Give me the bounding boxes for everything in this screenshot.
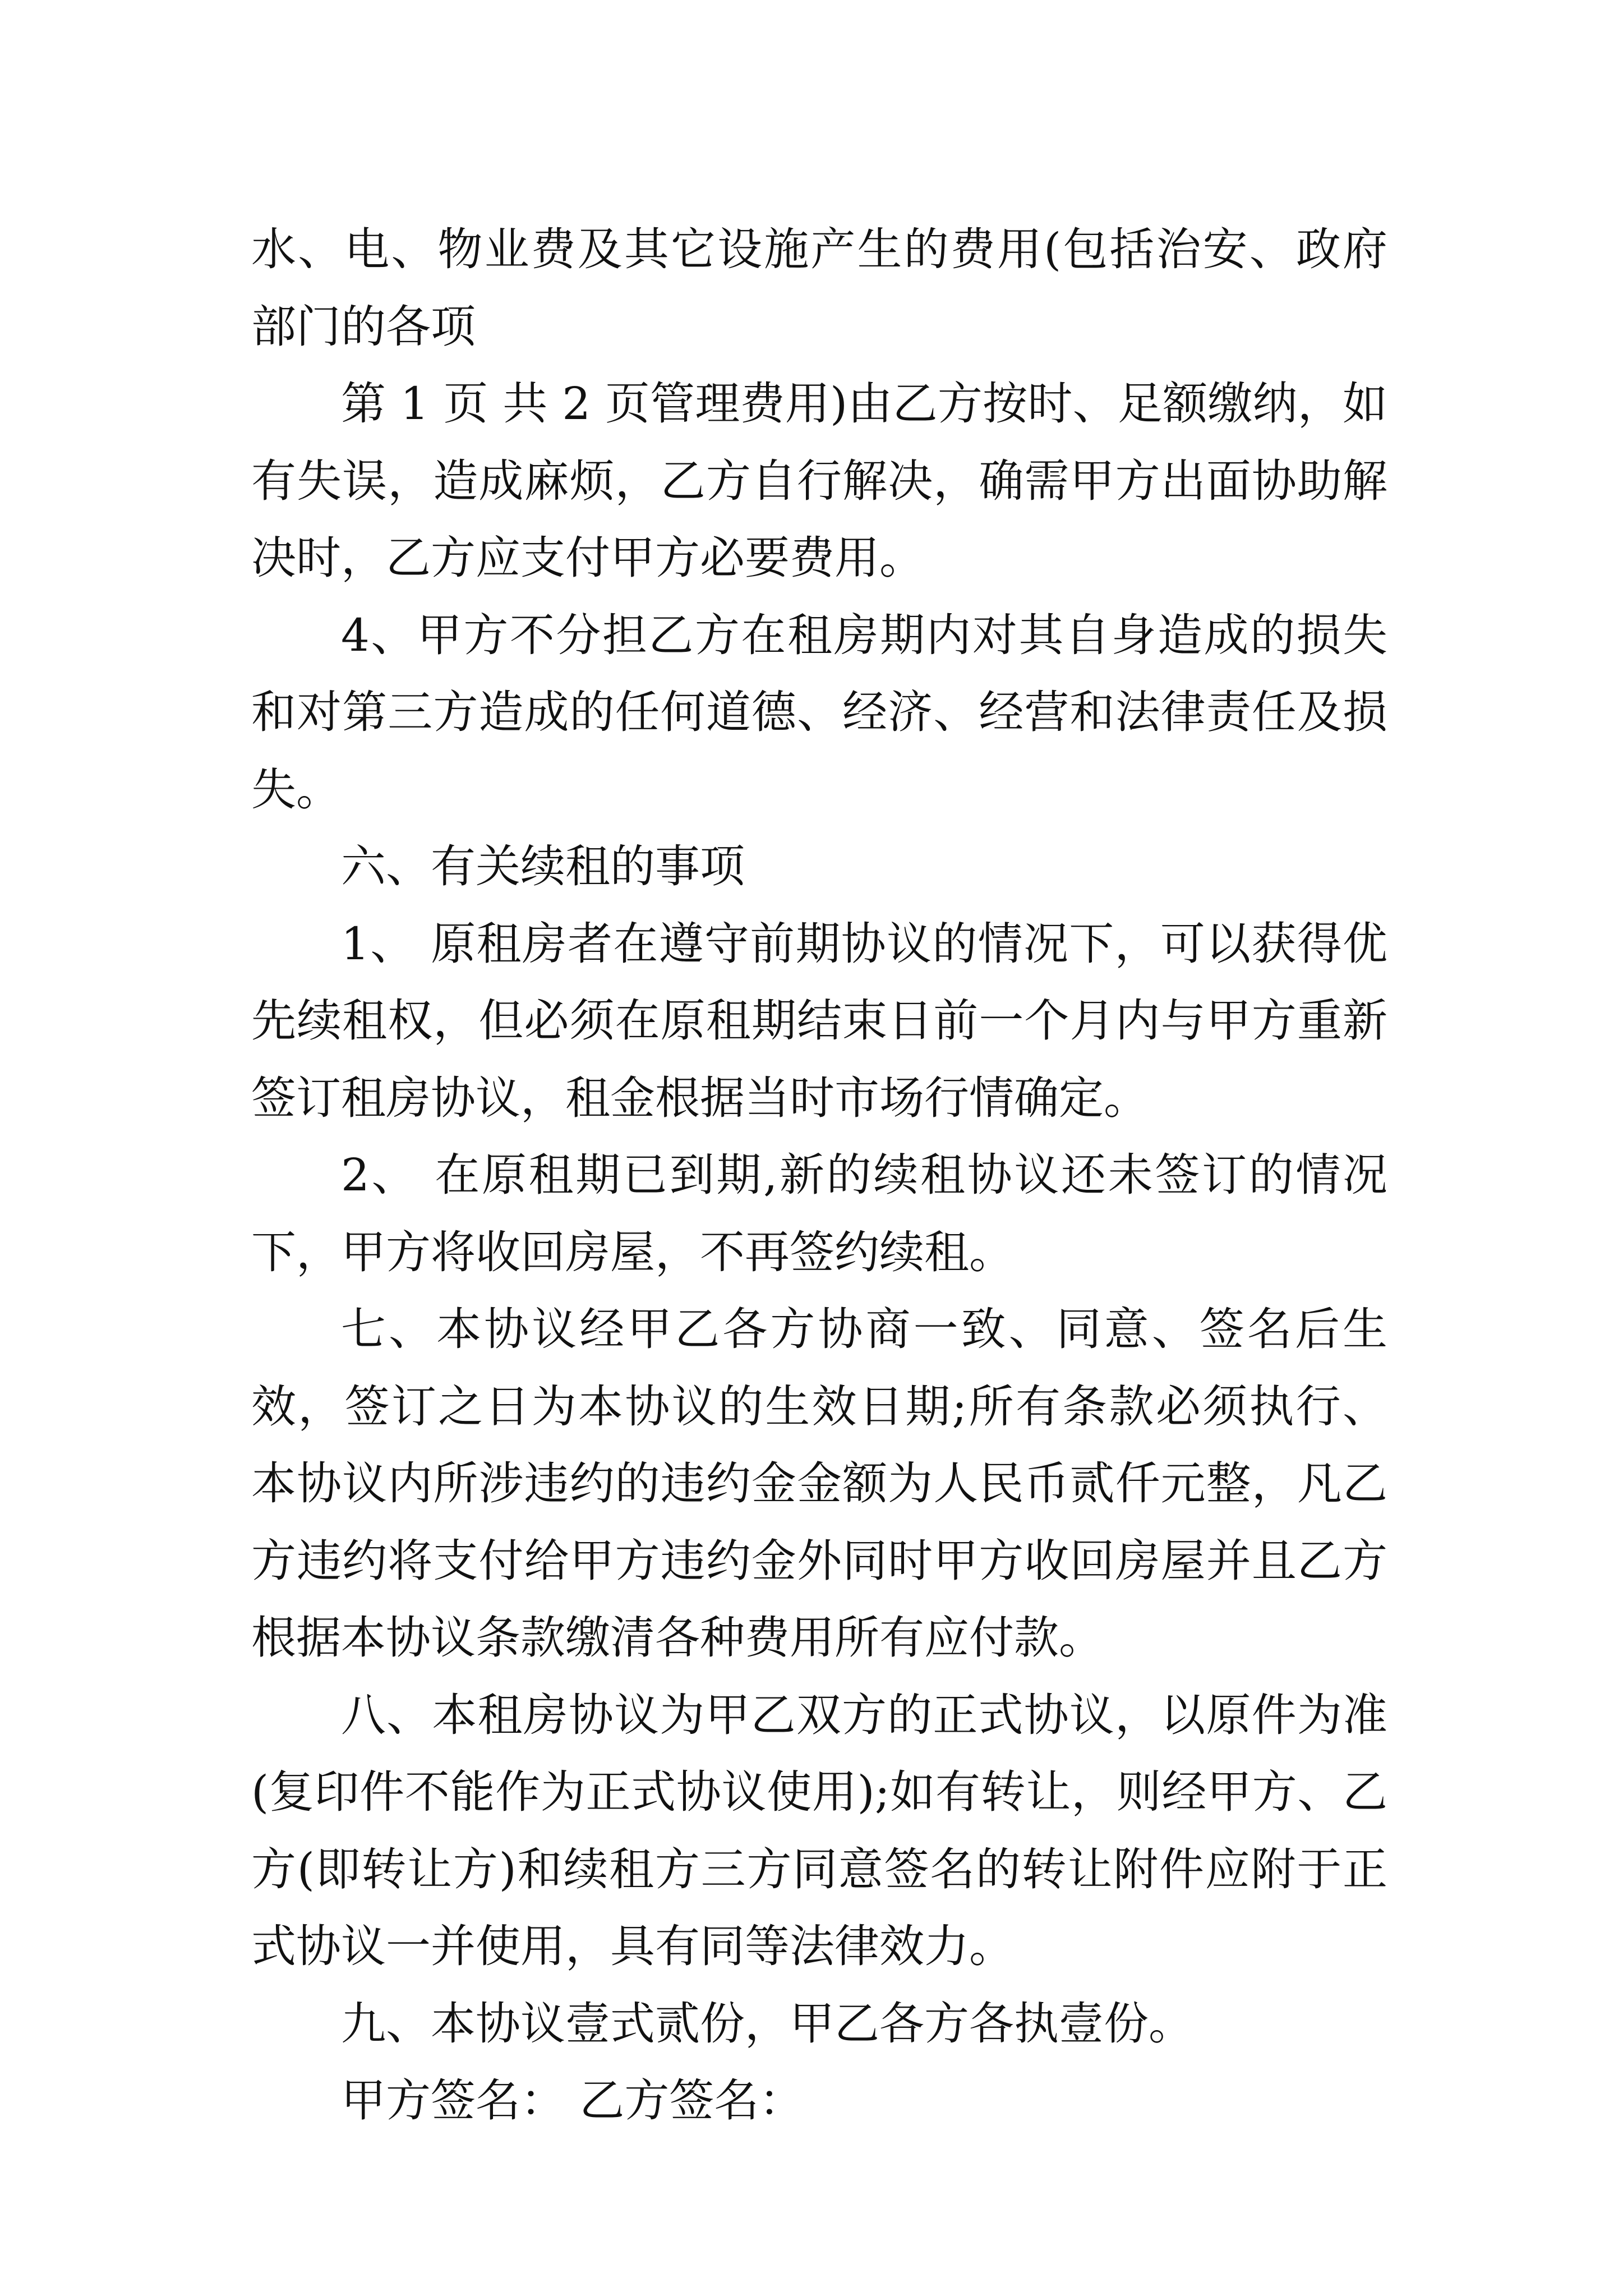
paragraph-section-7-effectiveness: 七、本协议经甲乙各方协商一致、同意、签名后生效，签订之日为本协议的生效日期;所有条款必须执行、本协议内所涉违约的违约金金额为人民币贰仟元整，凡乙方违约将支付给甲方违约金外同时甲方收回房屋并且乙方根据本协议条款缴清各种费用所有应付款。 [251, 1303, 1387, 1664]
paragraph-clause-4-liability: 4、甲方不分担乙方在租房期内对其自身造成的损失和对第三方造成的任何道德、经济、经营和法律责任及损失。 [251, 609, 1387, 816]
signature-line: 甲方签名： 乙方签名： [341, 2074, 804, 2127]
paragraph-section-9-copies: 九、本协议壹式贰份，甲乙各方各执壹份。 [341, 1997, 1193, 2050]
paragraph-section-8-formal-agreement: 八、本租房协议为甲乙双方的正式协议，以原件为准(复印件不能作为正式协议使用);如有转让，则经甲方、乙方(即转让方)和续租方三方同意签名的转让附件应附于正式协议一并使用，具有同等法律效力。 [251, 1688, 1387, 1972]
paragraph-renewal-expired: 2、 在原租期已到期,新的续租协议还未签订的情况下，甲方将收回房屋，不再签约续租。 [251, 1149, 1387, 1278]
paragraph-fees-continuation: 水、电、物业费及其它设施产生的费用(包括治安、政府部门的各项 [251, 223, 1387, 353]
paragraph-renewal-priority: 1、 原租房者在遵守前期协议的情况下，可以获得优先续租权，但必须在原租期结束日前一个月内与甲方重新签订租房协议，租金根据当时市场行情确定。 [251, 917, 1387, 1124]
document-body [251, 211, 1387, 2139]
paragraph-management-fees: 第 1 页 共 2 页管理费用)由乙方按时、足额缴纳，如有失误，造成麻烦，乙方自行解决，确需甲方出面协助解决时，乙方应支付甲方必要费用。 [251, 378, 1387, 584]
section-heading-renewal: 六、有关续租的事项 [341, 840, 745, 892]
